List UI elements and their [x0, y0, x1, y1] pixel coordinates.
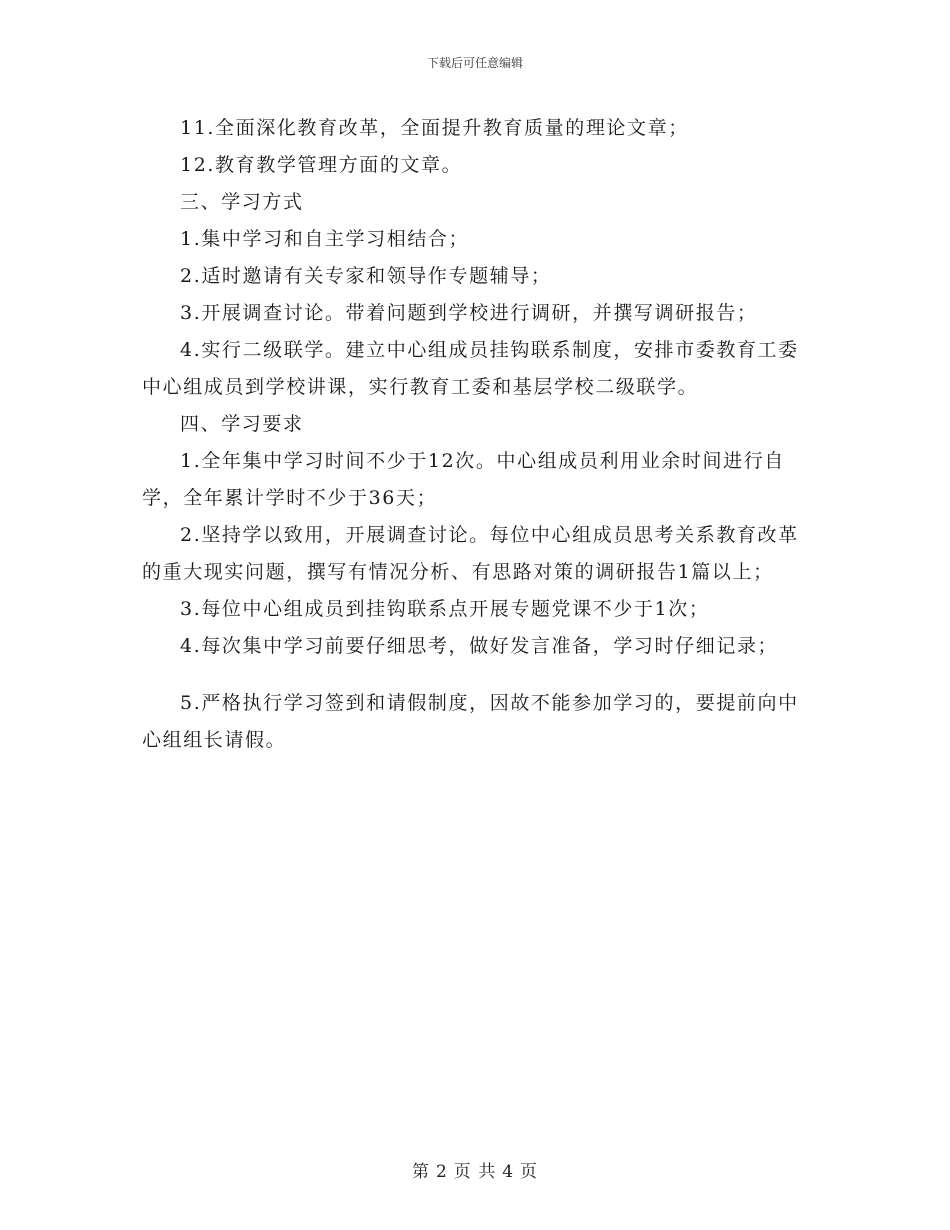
paragraph-item-12: 12.教育教学管理方面的文章。 [180, 154, 463, 176]
paragraph-requirement-5: 5.严格执行学习签到和请假制度，因故不能参加学习的，要提前向中心组组长请假。 [142, 692, 799, 751]
paragraph-requirement-4: 4.每次集中学习前要仔细思考，做好发言准备，学习时仔细记录； [180, 635, 779, 657]
footer-label-of: 页 共 [453, 1162, 497, 1182]
section-heading-study-method: 三、学习方式 [180, 191, 304, 213]
paragraph-method-3: 3.开展调查讨论。带着问题到学校进行调研，并撰写调研报告； [180, 302, 758, 324]
paragraph-item-11: 11.全面深化教育改革，全面提升教育质量的理论文章； [180, 117, 689, 139]
paragraph-requirement-2: 2.坚持学以致用，开展调查讨论。每位中心组成员思考关系教育改革的重大现实问题，撰写有情况分析、有思路对策的调研报告1篇以上； [142, 524, 799, 583]
document-body [142, 110, 808, 759]
footer-label-page: 第 [411, 1162, 430, 1182]
paragraph-method-4: 4.实行二级联学。建立中心组成员挂钩联系制度，安排市委教育工委中心组成员到学校讲课，实行教育工委和基层学校二级联学。 [142, 339, 799, 398]
footer-total-pages: 4 [502, 1162, 515, 1182]
footer-label-end: 页 [520, 1162, 539, 1182]
paragraph-requirement-3: 3.每位中心组成员到挂钩联系点开展专题党课不少于1次； [180, 598, 710, 620]
page-footer [0, 1157, 950, 1182]
paragraph-method-1: 1.集中学习和自主学习相结合； [180, 228, 470, 250]
paragraph-method-2: 2.适时邀请有关专家和领导作专题辅导； [180, 265, 552, 287]
paragraph-requirement-1: 1.全年集中学习时间不少于12次。中心组成员利用业余时间进行自学，全年累计学时不少于36天； [142, 450, 785, 509]
footer-current-page: 2 [435, 1162, 448, 1182]
section-heading-study-requirements: 四、学习要求 [180, 413, 304, 435]
page-header-note: 下载后可任意编辑 [426, 56, 523, 70]
